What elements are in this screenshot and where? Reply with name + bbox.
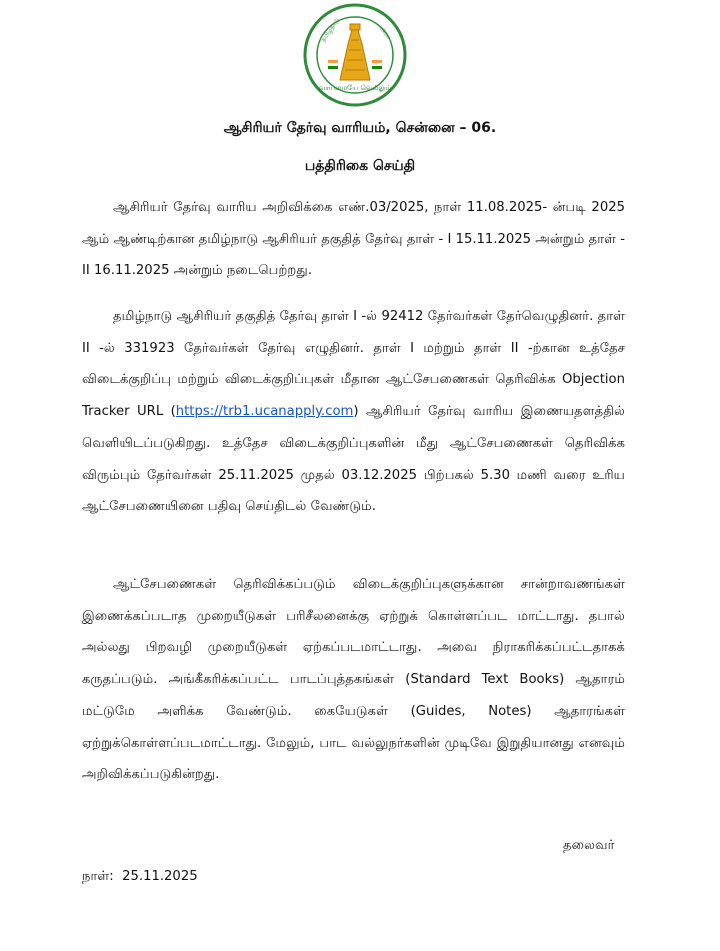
emblem-ring-text-right: அரசு [378, 25, 392, 41]
date-line [82, 869, 198, 885]
paragraph-objection-rules: ஆட்சேபணைகள் தெரிவிக்கப்படும் விடைக்குறிப்புகளுக்கான சான்றாவணங்கள் இணைக்கப்படாத முறையீடுகள் பரிசீலனைக்கு ஏற்றுக் கொள்ளப்பட மாட்டாது. தபால் அல்லது பிறவழி முறையீடுகள் ஏற்கப்படமாட்டாது. அவை நிராகரிக்கப்பட்டதாகக் கருதப்படும். அங்கீகரிக்கப்பட்ட பாடப்புத்தகங்கள் (Standard Text Books) ஆதாரம் மட்டுமே அளிக்க வேண்டும். கையேடுகள் (Guides, Notes) ஆதாரங்கள் ஏற்றுக்கொள்ளப்படமாட்டாது. மேலும், பாட வல்லுநர்களின் முடிவே இறுதியானது எனவும் அறிவிக்கப்படுகின்றது. [82, 577, 625, 783]
office-heading: ஆசிரியர் தேர்வு வாரியம், சென்னை – 06. [223, 120, 497, 136]
emblem-ring-text-left: தமிழ்நாடு [319, 17, 342, 44]
date-label: நாள்: [82, 869, 114, 884]
paragraph-objection-tracker [82, 301, 625, 523]
objection-tracker-link[interactable]: https://trb1.ucanapply.com [175, 404, 354, 420]
emblem-motto: வாய்மையே வெல்லும் [318, 84, 392, 92]
paragraph-exam-dates: ஆசிரியர் தேர்வு வாரிய அறிவிக்கை எண்.03/2025, நாள் 11.08.2025- ன்படி 2025 ஆம் ஆண்டிற்கான தமிழ்நாடு ஆசிரியர் தகுதித் தேர்வு தாள் - I 15.11.2025 அன்றும் தாள் - II 16.11.2025 அன்றும் நடைபெற்றது. [82, 200, 625, 279]
paragraph-2-text-after-link: ) ஆசிரியர் தேர்வு வாரிய இணையதளத்தில் வெளியிடப்படுகிறது. உத்தேச விடைக்குறிப்புகளின் மீது ஆட்சேபணைகள் தெரிவிக்க விரும்பும் தேர்வர்கள் 25.11.2025 முதல் 03.12.2025 பிற்பகல் 5.30 மணி வரை உரிய ஆட்சேபணையினை பதிவு செய்திடல் வேண்டும். [82, 404, 626, 515]
gopuram-tower-icon [340, 24, 370, 80]
press-release-title: பத்திரிகை செய்தி [304, 158, 416, 174]
date-value: 25.11.2025 [122, 869, 198, 884]
tamil-nadu-emblem-icon [302, 2, 408, 108]
signatory: தலைவர் [563, 838, 615, 853]
paragraph-2-text: தமிழ்நாடு ஆசிரியர் தகுதித் தேர்வு தாள் I -ல் 92412 தேர்வர்கள் தேர்வெழுதினர். தாள் II -ல் 331923 தேர்வர்கள் தேர்வு எழுதினர். தாள் I மற்றும் தாள் II -ற்கான உத்தேச விடைக்குறிப்பு மற்றும் விடைக்குறிப்புகள் மீதான ஆட்சேபணைகள் தெரிவிக்க Objection Tracker URL ( [82, 309, 625, 420]
